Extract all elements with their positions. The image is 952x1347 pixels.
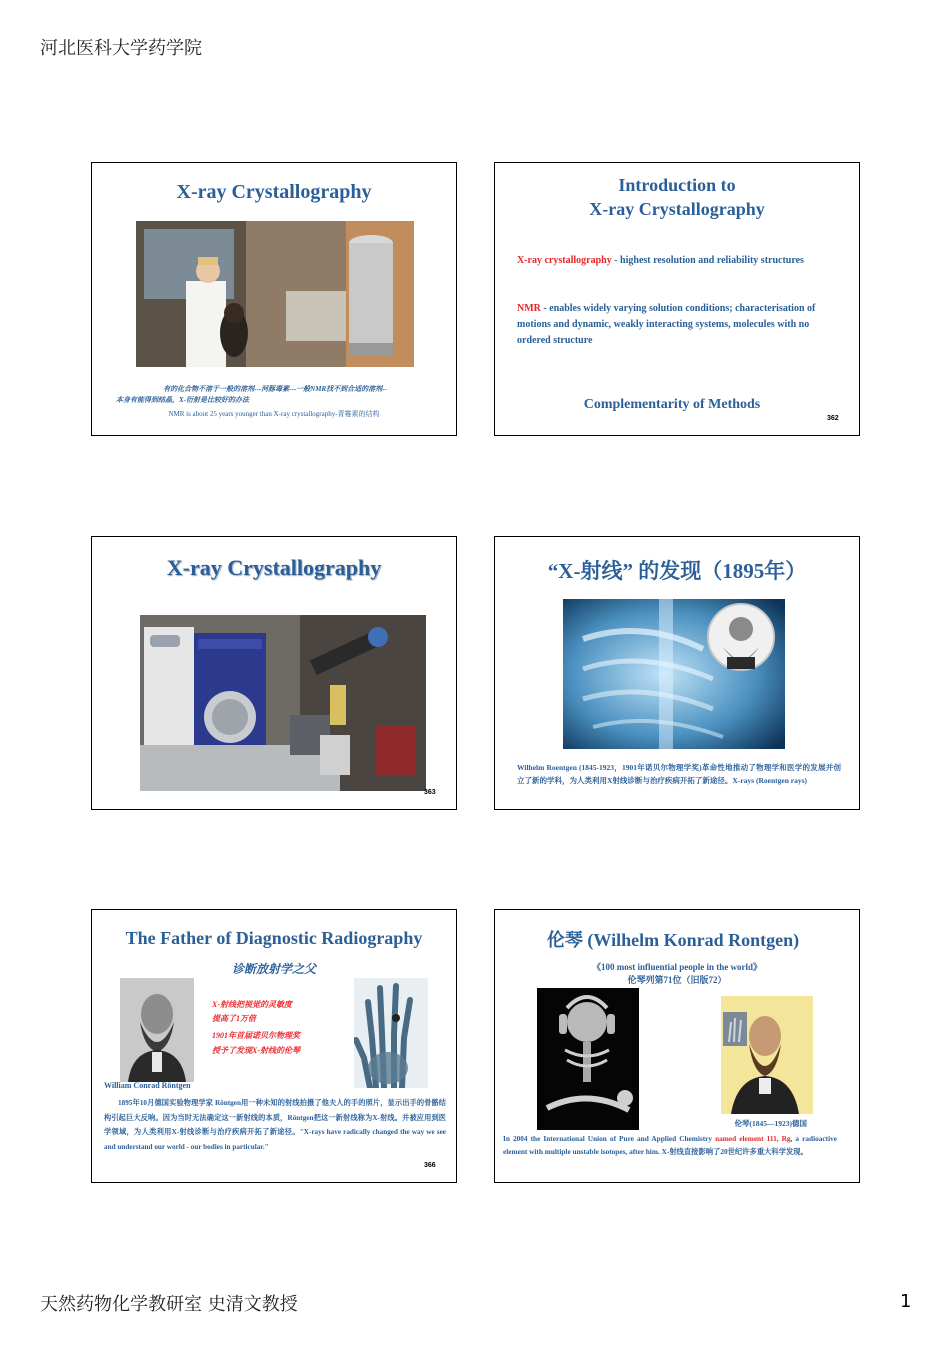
- diffractometer-photo: [140, 615, 426, 791]
- paragraph-xray-text: - highest resolution and reliability structures: [611, 255, 804, 266]
- slide-number: 366: [424, 1162, 436, 1169]
- roentgen-caption: Wilhelm Roentgen (1845-1923，1901年诺贝尔物理学奖)革命性地推动了物理学和医学的发展并创立了新的学科，为人类利用X射线诊断与治疗疾病开拓了新途径。X-rays (Roentgen rays): [517, 763, 841, 785]
- slide-title: “X-射线” 的发现（1895年）: [547, 559, 807, 583]
- slide-3: [91, 536, 457, 810]
- lab-photo: [136, 221, 414, 367]
- portrait-caption: 伦琴(1845—1923)德国: [734, 1119, 807, 1128]
- element-111-highlight: named element 111, Rg: [715, 1134, 791, 1143]
- paragraph-nmr: [517, 301, 839, 349]
- highlight-nmr: NMR: [517, 303, 541, 314]
- slide-1: [91, 162, 457, 436]
- slide-title: X-ray Crystallography: [166, 555, 382, 580]
- paragraph-xray: [517, 253, 839, 268]
- slide-6: [494, 909, 860, 1183]
- skeleton-xray-image: [537, 988, 639, 1130]
- slide-number: 363: [424, 789, 436, 796]
- caption-line2: 本身有能得到结晶，X-衍射是比较好的办法: [116, 396, 249, 404]
- page-header: 河北医科大学药学院: [40, 38, 202, 59]
- rontgen-portrait-color: [721, 996, 813, 1114]
- rontgen-story: 1895年10月德国实验物理学家 Röntgen用一种未知的射线拍摄了他夫人的手的照片，显示出手的骨骼结构引起巨大反响。因为当时无法确定这一新射线的本质，Röntgen把这一新射线称为X-射线。并被应用到医学领域，为人类利用X-射线诊断与治疗疾病开拓了新途径。"X-rays have radically changed the way we see and understand our world - our bodies in particular.": [104, 1099, 446, 1151]
- rank-subtitle: 伦琴列第71位（旧版72）: [627, 975, 727, 985]
- slide-4: [494, 536, 860, 810]
- slide-number: 362: [827, 415, 839, 422]
- red-fact-1: X-射线把视觉的灵敏度: [212, 1000, 292, 1009]
- paragraph-nmr-text: - enables widely varying solution conditions; characterisation of motions and dynamic, weakly interacting systems, molecules with no ordered structure: [517, 303, 816, 346]
- portrait-label: William Conrad Röntgen: [104, 1081, 191, 1090]
- influential-subtitle: 《100 most influential people in the world》: [591, 962, 762, 972]
- red-fact-4: 授予了发现X-射线的伦琴: [212, 1046, 300, 1055]
- complementarity-title: Complementarity of Methods: [583, 397, 761, 412]
- caption-line3: NMR is about 25 years younger than X-ray crystallography-青霉素的结构: [168, 410, 380, 418]
- highlight-xray: X-ray crystallography: [517, 255, 612, 266]
- slide-5: [91, 909, 457, 1183]
- slide-title-line2: X-ray Crystallography: [589, 199, 765, 219]
- slide-title: X-ray Crystallography: [176, 181, 372, 203]
- iupac-text-1: In 2004 the International Union of Pure and Applied Chemistry: [503, 1134, 716, 1143]
- iupac-paragraph: [503, 1133, 837, 1158]
- chest-xray-image: [563, 599, 785, 749]
- red-fact-3: 1901年首届诺贝尔物理奖: [212, 1031, 300, 1040]
- slide-title: 伦琴 (Wilhelm Konrad Rontgen): [546, 930, 800, 950]
- hand-xray-image: [354, 978, 428, 1088]
- slide-2: [494, 162, 860, 436]
- slide-title: The Father of Diagnostic Radiography: [125, 928, 423, 948]
- slide-subtitle: 诊断放射学之父: [231, 962, 316, 976]
- page-footer: 天然药物化学教研室 史清文教授: [40, 1294, 298, 1315]
- iupac-text-2: , a radioactive element with multiple unstable isotopes, after him. X-射线直接影响了20世纪许多重大科学发现。: [503, 1134, 837, 1156]
- red-fact-2: 提高了1万倍: [212, 1014, 256, 1023]
- caption-line1: 有的化合物不溶于一般的溶剂---河豚毒素---一般NMR找不到合适的溶剂--: [163, 385, 387, 393]
- page-number: 1: [900, 1291, 912, 1312]
- slide-title-line1: Introduction to: [618, 175, 736, 195]
- rontgen-portrait: [120, 978, 194, 1082]
